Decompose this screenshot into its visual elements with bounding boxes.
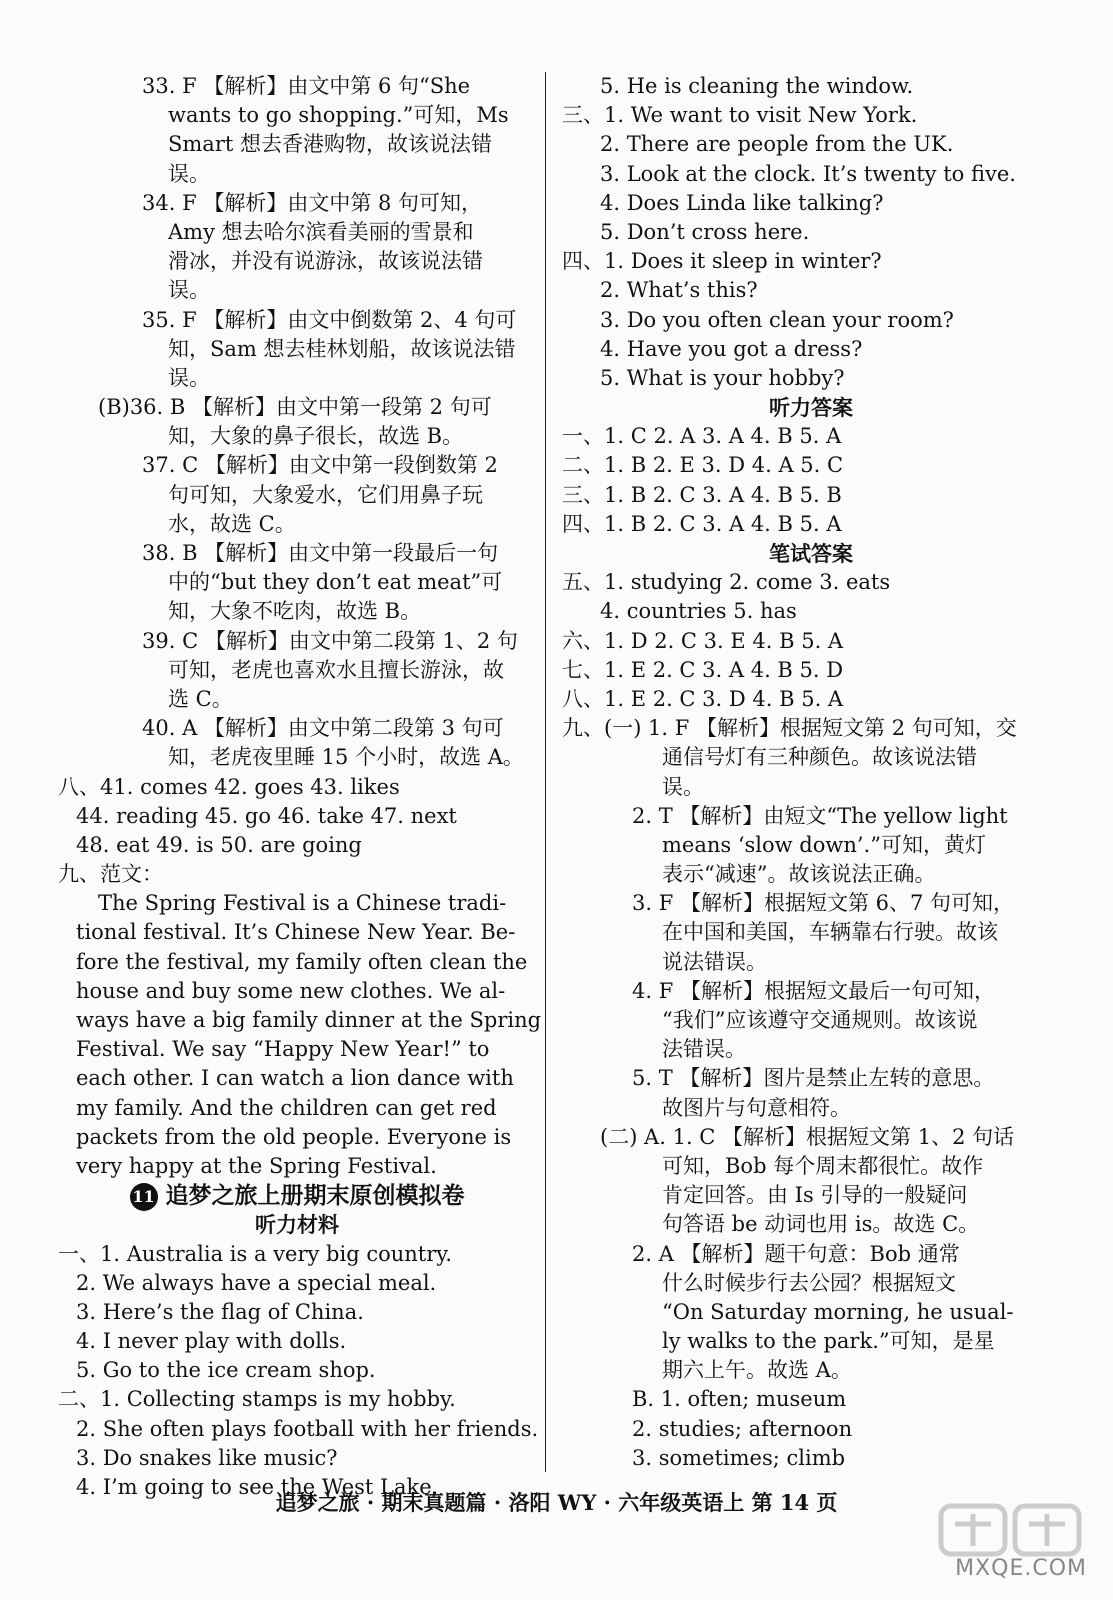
subsection-heading: 听力材料 — [255, 1212, 339, 1238]
answer-line: 4. countries 5. has — [600, 599, 797, 624]
answer-line: 三、1. We want to visit New York. — [562, 103, 918, 128]
answer-line: 三、1. B 2. C 3. A 4. B 5. B — [562, 482, 842, 507]
answer-line: 说法错误。 — [662, 949, 767, 974]
answer-line: 2. A 【解析】题干句意：Bob 通常 — [632, 1241, 960, 1266]
answer-line: B. 1. often; museum — [632, 1387, 847, 1412]
answer-line: “我们”应该遵守交通规则。故该说 — [662, 1008, 978, 1032]
essay-line: packets from the old people. Everyone is — [76, 1124, 512, 1149]
answer-line: 34. F 【解析】由文中第 8 句可知， — [142, 190, 483, 215]
answer-line: 2. studies; afternoon — [632, 1416, 853, 1441]
answer-line: 3. Do you often clean your room? — [600, 307, 954, 332]
answer-line: 二、1. Collecting stamps is my hobby. — [58, 1387, 456, 1412]
answer-line: 37. C 【解析】由文中第一段倒数第 2 — [142, 453, 498, 478]
page-footer: 追梦之旅 · 期末真题篇 · 洛阳 WY · 六年级英语上 第 14 页 — [275, 1490, 838, 1515]
essay-line: house and buy some new clothes. We al- — [76, 978, 506, 1003]
answer-line: 八、1. E 2. C 3. D 4. B 5. A — [562, 686, 844, 711]
section-title — [58, 1181, 536, 1210]
essay-line: my family. And the children can get red — [76, 1095, 497, 1120]
answer-line: 3. Look at the clock. It’s twenty to five. — [600, 161, 1016, 186]
answer-line: 可知，Bob 每个周末都很忙。故作 — [662, 1153, 984, 1178]
answer-line: 六、1. D 2. C 3. E 4. B 5. A — [562, 628, 844, 653]
written-answers-heading: 笔试答案 — [769, 541, 853, 566]
answer-line: 故图片与句意相符。 — [662, 1095, 851, 1120]
answer-line: 知，大象不吃肉，故选 B。 — [168, 599, 422, 624]
answer-line: 33. F 【解析】由文中第 6 句“She — [142, 74, 471, 98]
answer-line: 5. He is cleaning the window. — [600, 74, 914, 98]
answer-line: 法错误。 — [662, 1037, 746, 1062]
essay-line: Festival. We say “Happy New Year!” to — [76, 1037, 490, 1062]
essay-line: tional festival. It’s Chinese New Year. Be- — [76, 920, 516, 945]
essay-heading: 九、范文： — [58, 862, 163, 887]
answer-line: 5. Don’t cross here. — [600, 219, 810, 244]
answer-line: 期六上午。故选 A。 — [662, 1358, 852, 1383]
answer-line: 3. Do snakes like music? — [76, 1445, 338, 1470]
answer-line: 知，老虎夜里睡 15 个小时，故选 A。 — [168, 745, 524, 770]
essay-line: each other. I can watch a lion dance with — [76, 1066, 514, 1091]
answer-line: means ‘slow down’.”可知，黄灯 — [662, 832, 986, 857]
answer-line: 表示“减速”。故该说法正确。 — [662, 862, 936, 887]
answer-line: (二) A. 1. C 【解析】根据短文第 1、2 句话 — [600, 1124, 1015, 1149]
answer-line: 4. I never play with dolls. — [76, 1329, 347, 1354]
answer-line: 误。 — [168, 161, 210, 186]
answer-line: Amy 想去哈尔滨看美丽的雪景和 — [168, 219, 474, 244]
answer-line: 水，故选 C。 — [168, 511, 296, 536]
essay-line: very happy at the Spring Festival. — [76, 1153, 437, 1178]
answer-line: 2. T 【解析】由短文“The yellow light — [632, 803, 1008, 828]
answer-line: 九、(一) 1. F 【解析】根据短文第 2 句可知，交 — [562, 716, 1017, 741]
answer-line: 四、1. B 2. C 3. A 4. B 5. A — [562, 511, 842, 536]
answer-line: 35. F 【解析】由文中倒数第 2、4 句可 — [142, 307, 517, 332]
answer-line: 八、41. comes 42. goes 43. likes — [58, 774, 400, 799]
answer-line: 四、1. Does it sleep in winter? — [562, 249, 882, 274]
essay-line: ways have a big family dinner at the Spring — [76, 1008, 542, 1032]
answer-line: 4. Does Linda like talking? — [600, 190, 884, 215]
answer-line: 可知，老虎也喜欢水且擅长游泳，故 — [168, 657, 504, 682]
answer-line: 误。 — [168, 278, 210, 303]
answer-line: 44. reading 45. go 46. take 47. next — [76, 803, 457, 828]
answer-line: 肯定回答。由 Is 引导的一般疑问 — [662, 1183, 968, 1208]
answer-line: 2. We always have a special meal. — [76, 1270, 437, 1295]
listening-answers-heading: 听力答案 — [769, 395, 853, 421]
watermark-text: MXQE.COM — [955, 1556, 1087, 1581]
answer-line: 句答语 be 动词也用 is。故选 C。 — [662, 1212, 980, 1237]
answer-line: 2. What’s this? — [600, 278, 758, 303]
answer-line: 40. A 【解析】由文中第二段第 3 句可 — [142, 716, 504, 741]
answer-line: 知，Sam 想去桂林划船，故该说法错 — [168, 336, 516, 361]
section-number-badge: 11 — [130, 1183, 158, 1211]
right-column — [562, 72, 1060, 1473]
answer-line: 5. What is your hobby? — [600, 365, 845, 390]
answer-line: 通信号灯有三种颜色。故该说法错 — [662, 745, 977, 770]
answer-line: (B)36. B 【解析】由文中第一段第 2 句可 — [98, 395, 492, 420]
answer-line: ly walks to the park.”可知，是星 — [662, 1329, 995, 1354]
answer-line: 3. sometimes; climb — [632, 1445, 846, 1470]
section-title-text: 追梦之旅上册期末原创模拟卷 — [165, 1182, 465, 1210]
answer-line: 一、1. Australia is a very big country. — [58, 1241, 452, 1266]
answer-line: 误。 — [662, 774, 704, 799]
answer-line: 在中国和美国，车辆靠右行驶。故该 — [662, 920, 998, 945]
answer-line: 什么时候步行去公园？根据短文 — [662, 1270, 956, 1295]
answer-line: 5. T 【解析】图片是禁止左转的意思。 — [632, 1066, 995, 1091]
column-divider — [545, 72, 546, 1472]
answer-line: 2. She often plays football with her friends. — [76, 1416, 539, 1441]
answer-line: 句可知，大象爱水，它们用鼻子玩 — [168, 482, 483, 507]
answer-line: 误。 — [168, 365, 210, 390]
answer-line: 选 C。 — [168, 686, 233, 711]
answer-line: 4. F 【解析】根据短文最后一句可知， — [632, 978, 995, 1003]
answer-line: 五、1. studying 2. come 3. eats — [562, 570, 891, 595]
answer-line: 七、1. E 2. C 3. A 4. B 5. D — [562, 657, 844, 682]
answer-line: 3. Here’s the flag of China. — [76, 1299, 364, 1324]
answer-line: 二、1. B 2. E 3. D 4. A 5. C — [562, 453, 844, 478]
left-column — [58, 72, 542, 1502]
answer-line: Smart 想去香港购物，故该说法错 — [168, 132, 492, 157]
answer-line: 5. Go to the ice cream shop. — [76, 1358, 376, 1383]
answer-line: wants to go shopping.”可知，Ms — [168, 103, 509, 128]
answer-line: “On Saturday morning, he usual- — [662, 1299, 1014, 1324]
answer-line: 滑冰，并没有说游泳，故该说法错 — [168, 249, 483, 274]
answer-line: 38. B 【解析】由文中第一段最后一句 — [142, 541, 499, 565]
essay-line: The Spring Festival is a Chinese tradi- — [98, 891, 507, 916]
answer-line: 39. C 【解析】由文中第二段第 1、2 句 — [142, 628, 518, 653]
answer-line: 48. eat 49. is 50. are going — [76, 832, 362, 857]
answer-line: 4. Have you got a dress? — [600, 336, 863, 361]
answer-line: 知，大象的鼻子很长，故选 B。 — [168, 424, 464, 449]
answer-line: 3. F 【解析】根据短文第 6、7 句可知， — [632, 891, 1015, 916]
answer-line: 2. There are people from the UK. — [600, 132, 954, 157]
answer-line: 一、1. C 2. A 3. A 4. B 5. A — [562, 424, 842, 449]
answer-line: 中的“but they don’t eat meat”可 — [168, 570, 503, 595]
answer-line: 4. I’m going to see the West Lake. — [76, 1475, 439, 1499]
essay-line: fore the festival, my family often clean the — [76, 949, 528, 974]
